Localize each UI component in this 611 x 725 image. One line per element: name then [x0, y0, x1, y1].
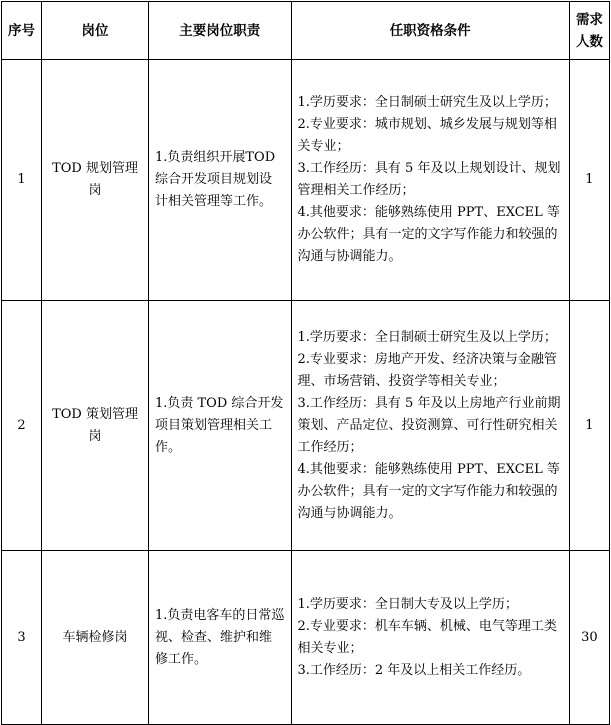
row-no: 1: [2, 60, 42, 301]
requirement-item: 2.专业要求：房地产开发、经济决策与金融管理、市场营销、投资学等相关专业；: [297, 351, 557, 389]
requirement-item: 3.工作经历：2 年及以上相关工作经历。: [297, 662, 531, 678]
requirement-item: 1.学历要求：全日制大专及以上学历；: [297, 596, 518, 612]
requirement-item: 2.专业要求：城市规划、城乡发展与规划等相关专业；: [297, 117, 557, 154]
requirement-item: 4.其他要求：能够熟练使用 PPT、EXCEL 等办公软件；具有一定的文字写作能力和较强的沟通与协调能力。: [297, 205, 560, 264]
header-no: 序号: [2, 2, 42, 60]
header-count: [569, 2, 609, 60]
requirement-item: 4.其他要求：能够熟练使用 PPT、EXCEL 等办公软件；具有一定的文字写作能力和较强的沟通与协调能力。: [297, 461, 560, 521]
requirement-item: 2.专业要求：机车车辆、机械、电气等理工类相关专业；: [297, 618, 557, 656]
row-position: TOD 策划管理岗: [42, 301, 149, 551]
row-no: 2: [2, 301, 42, 551]
header-count-line2: 人数: [575, 33, 603, 50]
table-row: [2, 551, 610, 725]
header-requirements: 任职资格条件: [291, 2, 569, 60]
row-duties: 1.负责电客车的日常巡视、检查、维护和维修工作。: [148, 551, 291, 725]
row-count: 30: [569, 551, 609, 725]
row-position: TOD 规划管理岗: [42, 60, 149, 301]
row-requirements: [291, 60, 569, 301]
row-requirements: [291, 301, 569, 551]
row-count: 1: [569, 301, 609, 551]
table-row: [2, 301, 610, 551]
requirement-item: 1.学历要求：全日制硕士研究生及以上学历；: [297, 95, 557, 110]
requirement-item: 3.工作经历：具有 5 年及以上房地产行业前期策划、产品定位、投资测算、可行性研究相关工作经历；: [297, 395, 561, 455]
row-no: 3: [2, 551, 42, 725]
header-row: [2, 2, 610, 60]
requirement-item: 3.工作经历：具有 5 年及以上规划设计、规划管理相关工作经历；: [297, 161, 561, 198]
row-position: 车辆检修岗: [42, 551, 149, 725]
job-requirements-table: [1, 1, 610, 725]
header-count-line1: 需求: [575, 11, 603, 28]
row-requirements: [291, 551, 569, 725]
requirement-item: 1.学历要求：全日制硕士研究生及以上学历；: [297, 329, 557, 345]
header-duties: 主要岗位职责: [148, 2, 291, 60]
header-position: 岗位: [42, 2, 149, 60]
row-duties: 1.负责 TOD 综合开发项目策划管理相关工作。: [148, 301, 291, 551]
row-duties: 1.负责组织开展TOD 综合开发项目规划设计相关管理等工作。: [148, 60, 291, 301]
row-count: 1: [569, 60, 609, 301]
table-row: [2, 60, 610, 301]
